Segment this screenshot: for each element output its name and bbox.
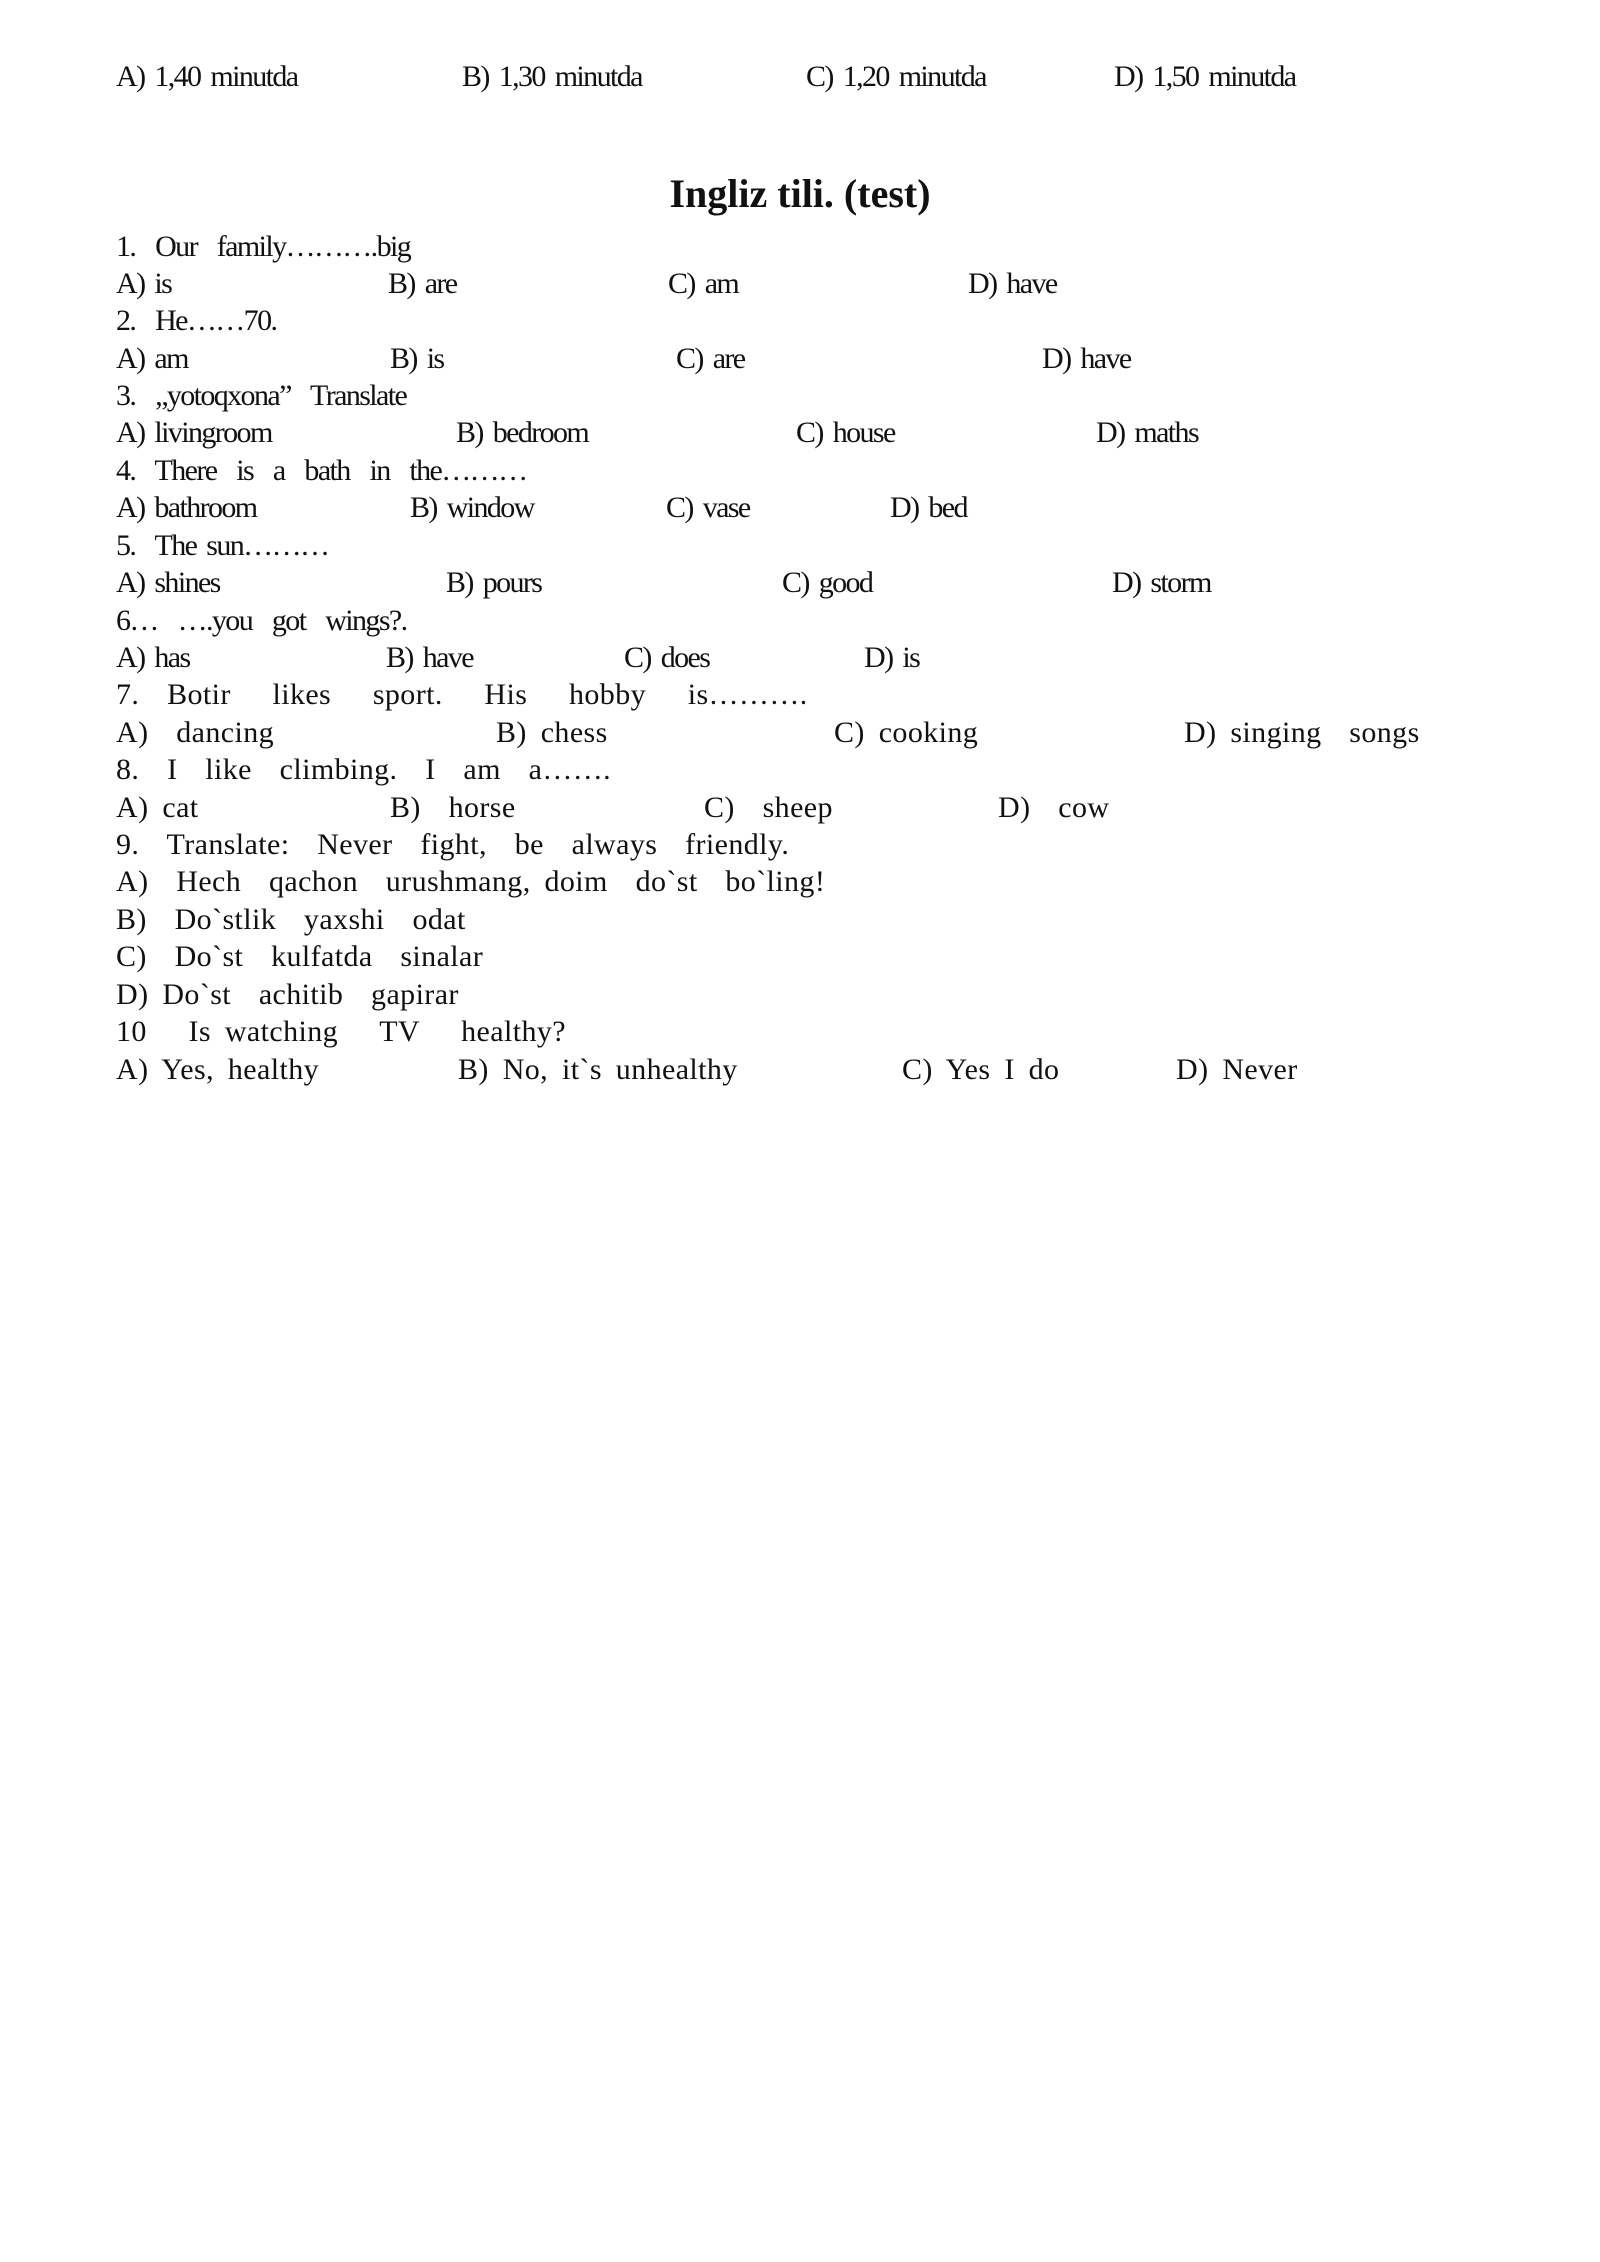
question-text: 9. Translate: Never fight, be always friendly. (116, 828, 790, 861)
question-7 (0, 676, 1600, 713)
option-b: B) window (410, 491, 534, 524)
question-5 (0, 527, 1600, 564)
option-d: D) maths (1096, 416, 1199, 449)
question-text: 3. „yotoqxona” Translate (116, 379, 407, 412)
option-a: A) 1,40 minutda (116, 60, 298, 93)
option-d: D) singing songs (1184, 716, 1420, 749)
question-5-options (0, 564, 1600, 601)
question-10-options (0, 1051, 1600, 1088)
option-b: B) are (388, 267, 457, 300)
option-c: C) vase (666, 491, 750, 524)
option-a: A) is (116, 267, 172, 300)
question-10 (0, 1013, 1600, 1050)
option-d: D) Never (1176, 1053, 1298, 1086)
option-b: B) horse (390, 791, 516, 824)
option-b: B) 1,30 minutda (462, 60, 642, 93)
option-a: A) dancing (116, 716, 275, 749)
question-text: 10 Is watching TV healthy? (116, 1015, 566, 1048)
question-text: 1. Our family……….big (116, 230, 411, 263)
question-text: 5. The sun……… (116, 529, 329, 562)
option-b: B) chess (496, 716, 608, 749)
question-4 (0, 452, 1600, 489)
question-1 (0, 228, 1600, 265)
option-d: D) is (864, 641, 920, 674)
option-d: D) bed (890, 491, 967, 524)
question-text: 7. Botir likes sport. His hobby is………. (116, 678, 808, 711)
option-d: D) storm (1112, 566, 1211, 599)
option-c: C) am (668, 267, 739, 300)
option-b: B) have (386, 641, 473, 674)
option-d: D) have (1042, 342, 1131, 375)
question-2 (0, 302, 1600, 339)
question-7-options (0, 714, 1600, 751)
question-text: 2. He……70. (116, 304, 277, 337)
option-d: D) Do`st achitib gapirar (116, 978, 459, 1011)
option-c: C) house (796, 416, 895, 449)
option-a: A) cat (116, 791, 199, 824)
option-c: C) cooking (834, 716, 979, 749)
option-c: C) good (782, 566, 873, 599)
option-d: D) 1,50 minutda (1114, 60, 1296, 93)
question-3 (0, 377, 1600, 414)
option-b: B) pours (446, 566, 542, 599)
option-c: C) does (624, 641, 710, 674)
question-8-options (0, 789, 1600, 826)
question-9-option-c (0, 938, 1600, 975)
page-title: Ingliz tili. (test) (669, 171, 931, 216)
question-text: 6… ….you got wings?. (116, 604, 407, 637)
question-2-options (0, 340, 1600, 377)
option-b: B) No, it`s unhealthy (458, 1053, 738, 1086)
question-1-options (0, 265, 1600, 302)
prev-question-options (0, 58, 1600, 95)
question-9-option-b (0, 901, 1600, 938)
question-6 (0, 602, 1600, 639)
question-8 (0, 751, 1600, 788)
option-a: A) has (116, 641, 190, 674)
option-a: A) shines (116, 566, 220, 599)
question-6-options (0, 639, 1600, 676)
question-9-option-a (0, 863, 1600, 900)
option-b: B) is (390, 342, 444, 375)
option-c: C) sheep (704, 791, 833, 824)
question-4-options (0, 489, 1600, 526)
question-text: 8. I like climbing. I am a……. (116, 753, 612, 786)
option-c: C) Yes I do (902, 1053, 1060, 1086)
option-d: D) have (968, 267, 1057, 300)
option-c: C) 1,20 minutda (806, 60, 986, 93)
question-9 (0, 826, 1600, 863)
question-3-options (0, 414, 1600, 451)
option-b: B) bedroom (456, 416, 589, 449)
option-a: A) bathroom (116, 491, 257, 524)
option-a: A) am (116, 342, 188, 375)
option-d: D) cow (998, 791, 1110, 824)
option-b: B) Do`stlik yaxshi odat (116, 903, 466, 936)
option-a: A) livingroom (116, 416, 272, 449)
option-c: C) are (676, 342, 745, 375)
option-c: C) Do`st kulfatda sinalar (116, 940, 484, 973)
question-9-option-d (0, 976, 1600, 1013)
option-a: A) Hech qachon urushmang, doim do`st bo`ling! (116, 865, 826, 898)
question-text: 4. There is a bath in the……… (116, 454, 527, 487)
option-a: A) Yes, healthy (116, 1053, 319, 1086)
